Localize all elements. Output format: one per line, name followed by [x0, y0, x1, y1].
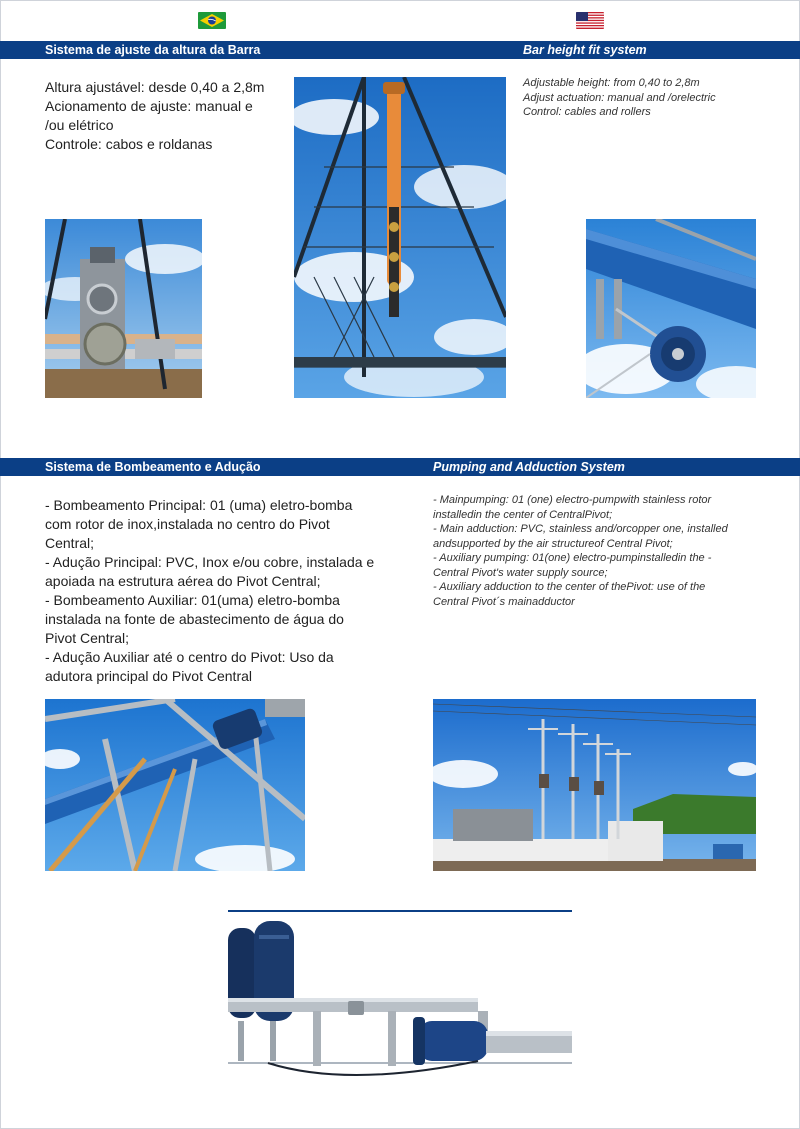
bar-height-description-pt: [45, 78, 295, 154]
text-line: Control: cables and rollers: [523, 106, 651, 118]
bar-height-description-en: [523, 76, 793, 120]
brazil-flag-icon: [198, 12, 226, 29]
text-line: Adjustable height: from 0,40 to 2,8m: [523, 77, 700, 89]
section-header-pumping: [0, 458, 800, 476]
text-line: adutora principal do Pivot Central: [45, 668, 253, 684]
text-line: Central Pivot´s mainadductor: [433, 595, 575, 608]
text-line: - Auxiliary pumping: 01(one) electro-pumpinstalledin the -: [433, 552, 712, 564]
usa-flag-icon: [576, 12, 604, 29]
adduction-pipe-photo: [45, 699, 305, 871]
text-line: - Mainpumping: 01 (one) electro-pumpwith stainless rotor: [433, 494, 712, 506]
pumping-description-pt: [45, 496, 415, 686]
section-header-bar-height: [0, 41, 800, 59]
text-line: Pivot Central;: [45, 630, 130, 646]
text-line: Acionamento de ajuste: manual e: [45, 98, 253, 114]
text-line: - Auxiliary adduction to the center of thePivot: use of the: [433, 581, 706, 593]
section-title-pt: Sistema de Bombeamento e Adução: [45, 460, 261, 474]
text-line: apoiada na estrutura aérea do Pivot Central;: [45, 573, 321, 589]
text-line: instalada na fonte de abastecimento de água do: [45, 611, 344, 627]
photo-top-rule: [228, 910, 572, 912]
text-line: installedin the center of CentralPivot;: [433, 508, 613, 521]
section-title-en: Pumping and Adduction System: [433, 460, 625, 474]
text-line: Adjust actuation: manual and /orelectric: [523, 91, 716, 104]
text-line: /ou elétrico: [45, 117, 114, 133]
text-line: - Adução Auxiliar até o centro do Pivot: Uso da: [45, 649, 334, 665]
text-line: Central Pivot's water supply source;: [433, 566, 608, 579]
text-line: Controle: cabos e roldanas: [45, 136, 213, 152]
section-title-en: Bar height fit system: [523, 43, 647, 57]
text-line: - Main adduction: PVC, stainless and/orcopper one, installed: [433, 523, 728, 535]
text-line: Central;: [45, 535, 95, 551]
text-line: - Bombeamento Auxiliar: 01(uma) eletro-bomba: [45, 592, 340, 608]
electro-pump-photo: [228, 913, 572, 1085]
section-title-pt: Sistema de ajuste da altura da Barra: [45, 43, 261, 57]
text-line: andsupported by the air structureof Central Pivot;: [433, 537, 673, 550]
text-line: - Adução Principal: PVC, Inox e/ou cobre, instalada e: [45, 554, 375, 570]
text-line: - Bombeamento Principal: 01 (uma) eletro-bomba: [45, 497, 353, 513]
cable-pulley-photo: [586, 219, 756, 398]
pumping-description-en: [433, 493, 773, 609]
pivot-tower-photo: [294, 77, 506, 398]
text-line: Altura ajustável: desde 0,40 a 2,8m: [45, 79, 265, 95]
lift-winch-photo: [45, 219, 202, 398]
text-line: com rotor de inox,instalada no centro do Pivot: [45, 516, 330, 532]
pumping-station-photo: [433, 699, 756, 871]
